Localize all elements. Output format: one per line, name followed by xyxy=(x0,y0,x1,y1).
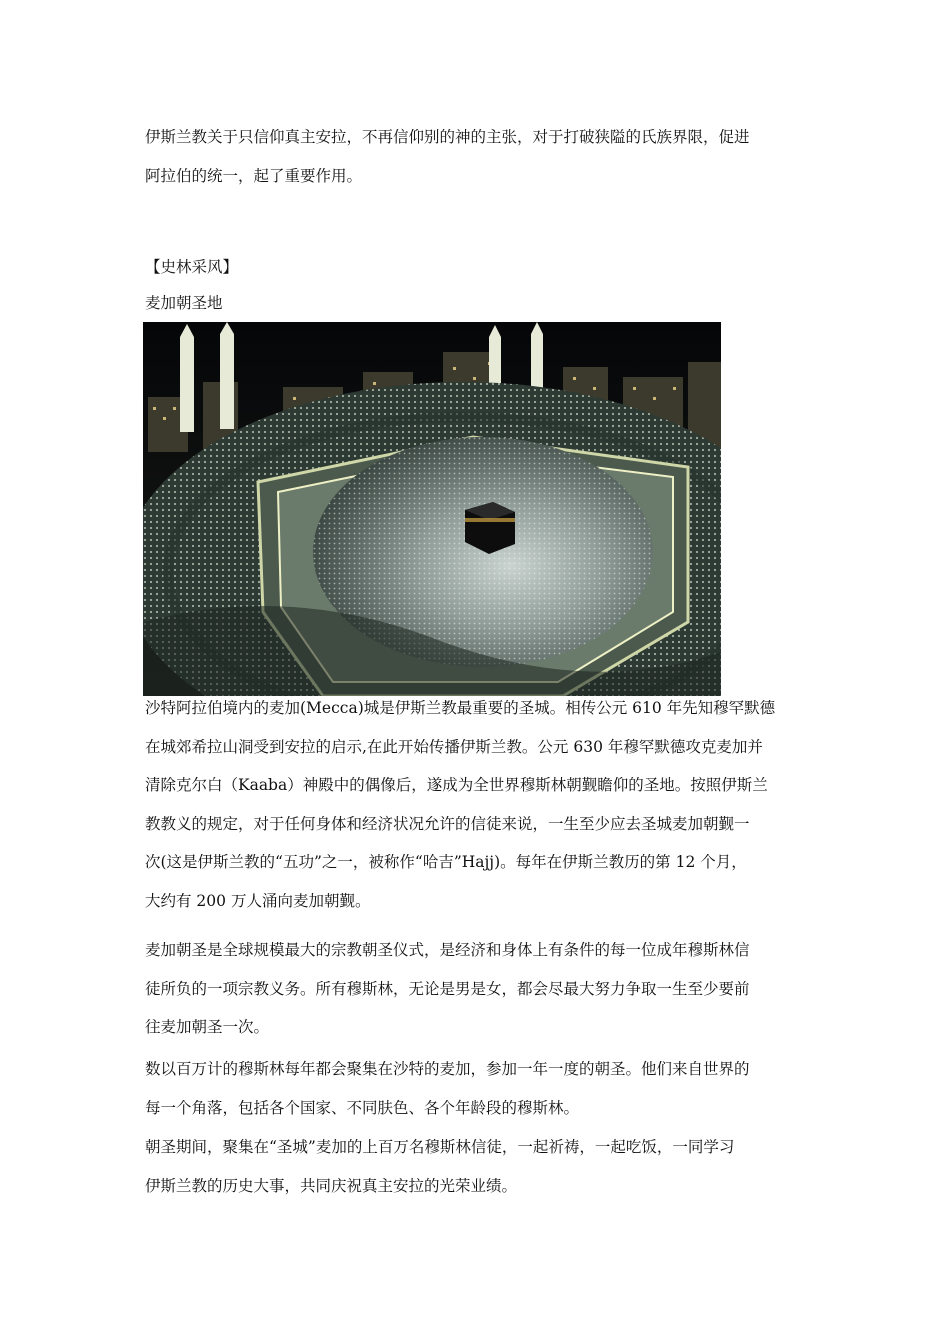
body-paragraph xyxy=(145,1128,825,1205)
body-paragraph xyxy=(145,1050,825,1127)
text-line: 伊斯兰教关于只信仰真主安拉，不再信仰别的神的主张，对于打破狭隘的氏族界限，促进 xyxy=(145,128,750,146)
intro-paragraph xyxy=(145,118,825,195)
text-line: 次(这是伊斯兰教的“五功”之一，被称作“哈吉”Hajj)。每年在伊斯兰教历的第 12 个月， xyxy=(145,853,747,871)
text-line: 阿拉伯的统一，起了重要作用。 xyxy=(145,166,363,185)
text-line: 清除克尔白（Kaaba）神殿中的偶像后，遂成为全世界穆斯林朝觐瞻仰的圣地。按照伊斯兰 xyxy=(145,776,768,794)
text-line: 麦加朝圣是全球规模最大的宗教朝圣仪式，是经济和身体上有条件的每一位成年穆斯林信 xyxy=(145,941,750,959)
text-line: 在城郊希拉山洞受到安拉的启示,在此开始传播伊斯兰教。公元 630 年穆罕默德攻克麦加并 xyxy=(145,737,763,756)
text-line: 徒所负的一项宗教义务。所有穆斯林，无论是男是女，都会尽最大努力争取一生至少要前 xyxy=(145,979,750,998)
sub-heading: 麦加朝圣地 xyxy=(145,294,223,312)
text-line: 往麦加朝圣一次。 xyxy=(145,1018,270,1036)
text-line: 每一个角落，包括各个国家、不同肤色、各个年龄段的穆斯林。 xyxy=(145,1098,580,1117)
section-heading: 【史林采风】 xyxy=(145,258,239,276)
text-line: 沙特阿拉伯境内的麦加(Mecca)城是伊斯兰教最重要的圣城。相传公元 610 年先知穆罕默德 xyxy=(145,699,776,717)
text-line: 伊斯兰教的历史大事，共同庆祝真主安拉的光荣业绩。 xyxy=(145,1176,518,1195)
body-paragraph xyxy=(145,931,825,1047)
body-paragraph xyxy=(145,689,825,920)
mecca-kaaba-night-photo xyxy=(143,322,721,696)
text-line: 数以百万计的穆斯林每年都会聚集在沙特的麦加，参加一年一度的朝圣。他们来自世界的 xyxy=(145,1060,750,1078)
text-line: 大约有 200 万人涌向麦加朝觐。 xyxy=(145,891,371,910)
text-line: 朝圣期间，聚集在“圣城”麦加的上百万名穆斯林信徒，一起祈祷，一起吃饭，一同学习 xyxy=(145,1138,735,1156)
text-line: 教教义的规定，对于任何身体和经济状况允许的信徒来说，一生至少应去圣城麦加朝觐一 xyxy=(145,814,750,833)
